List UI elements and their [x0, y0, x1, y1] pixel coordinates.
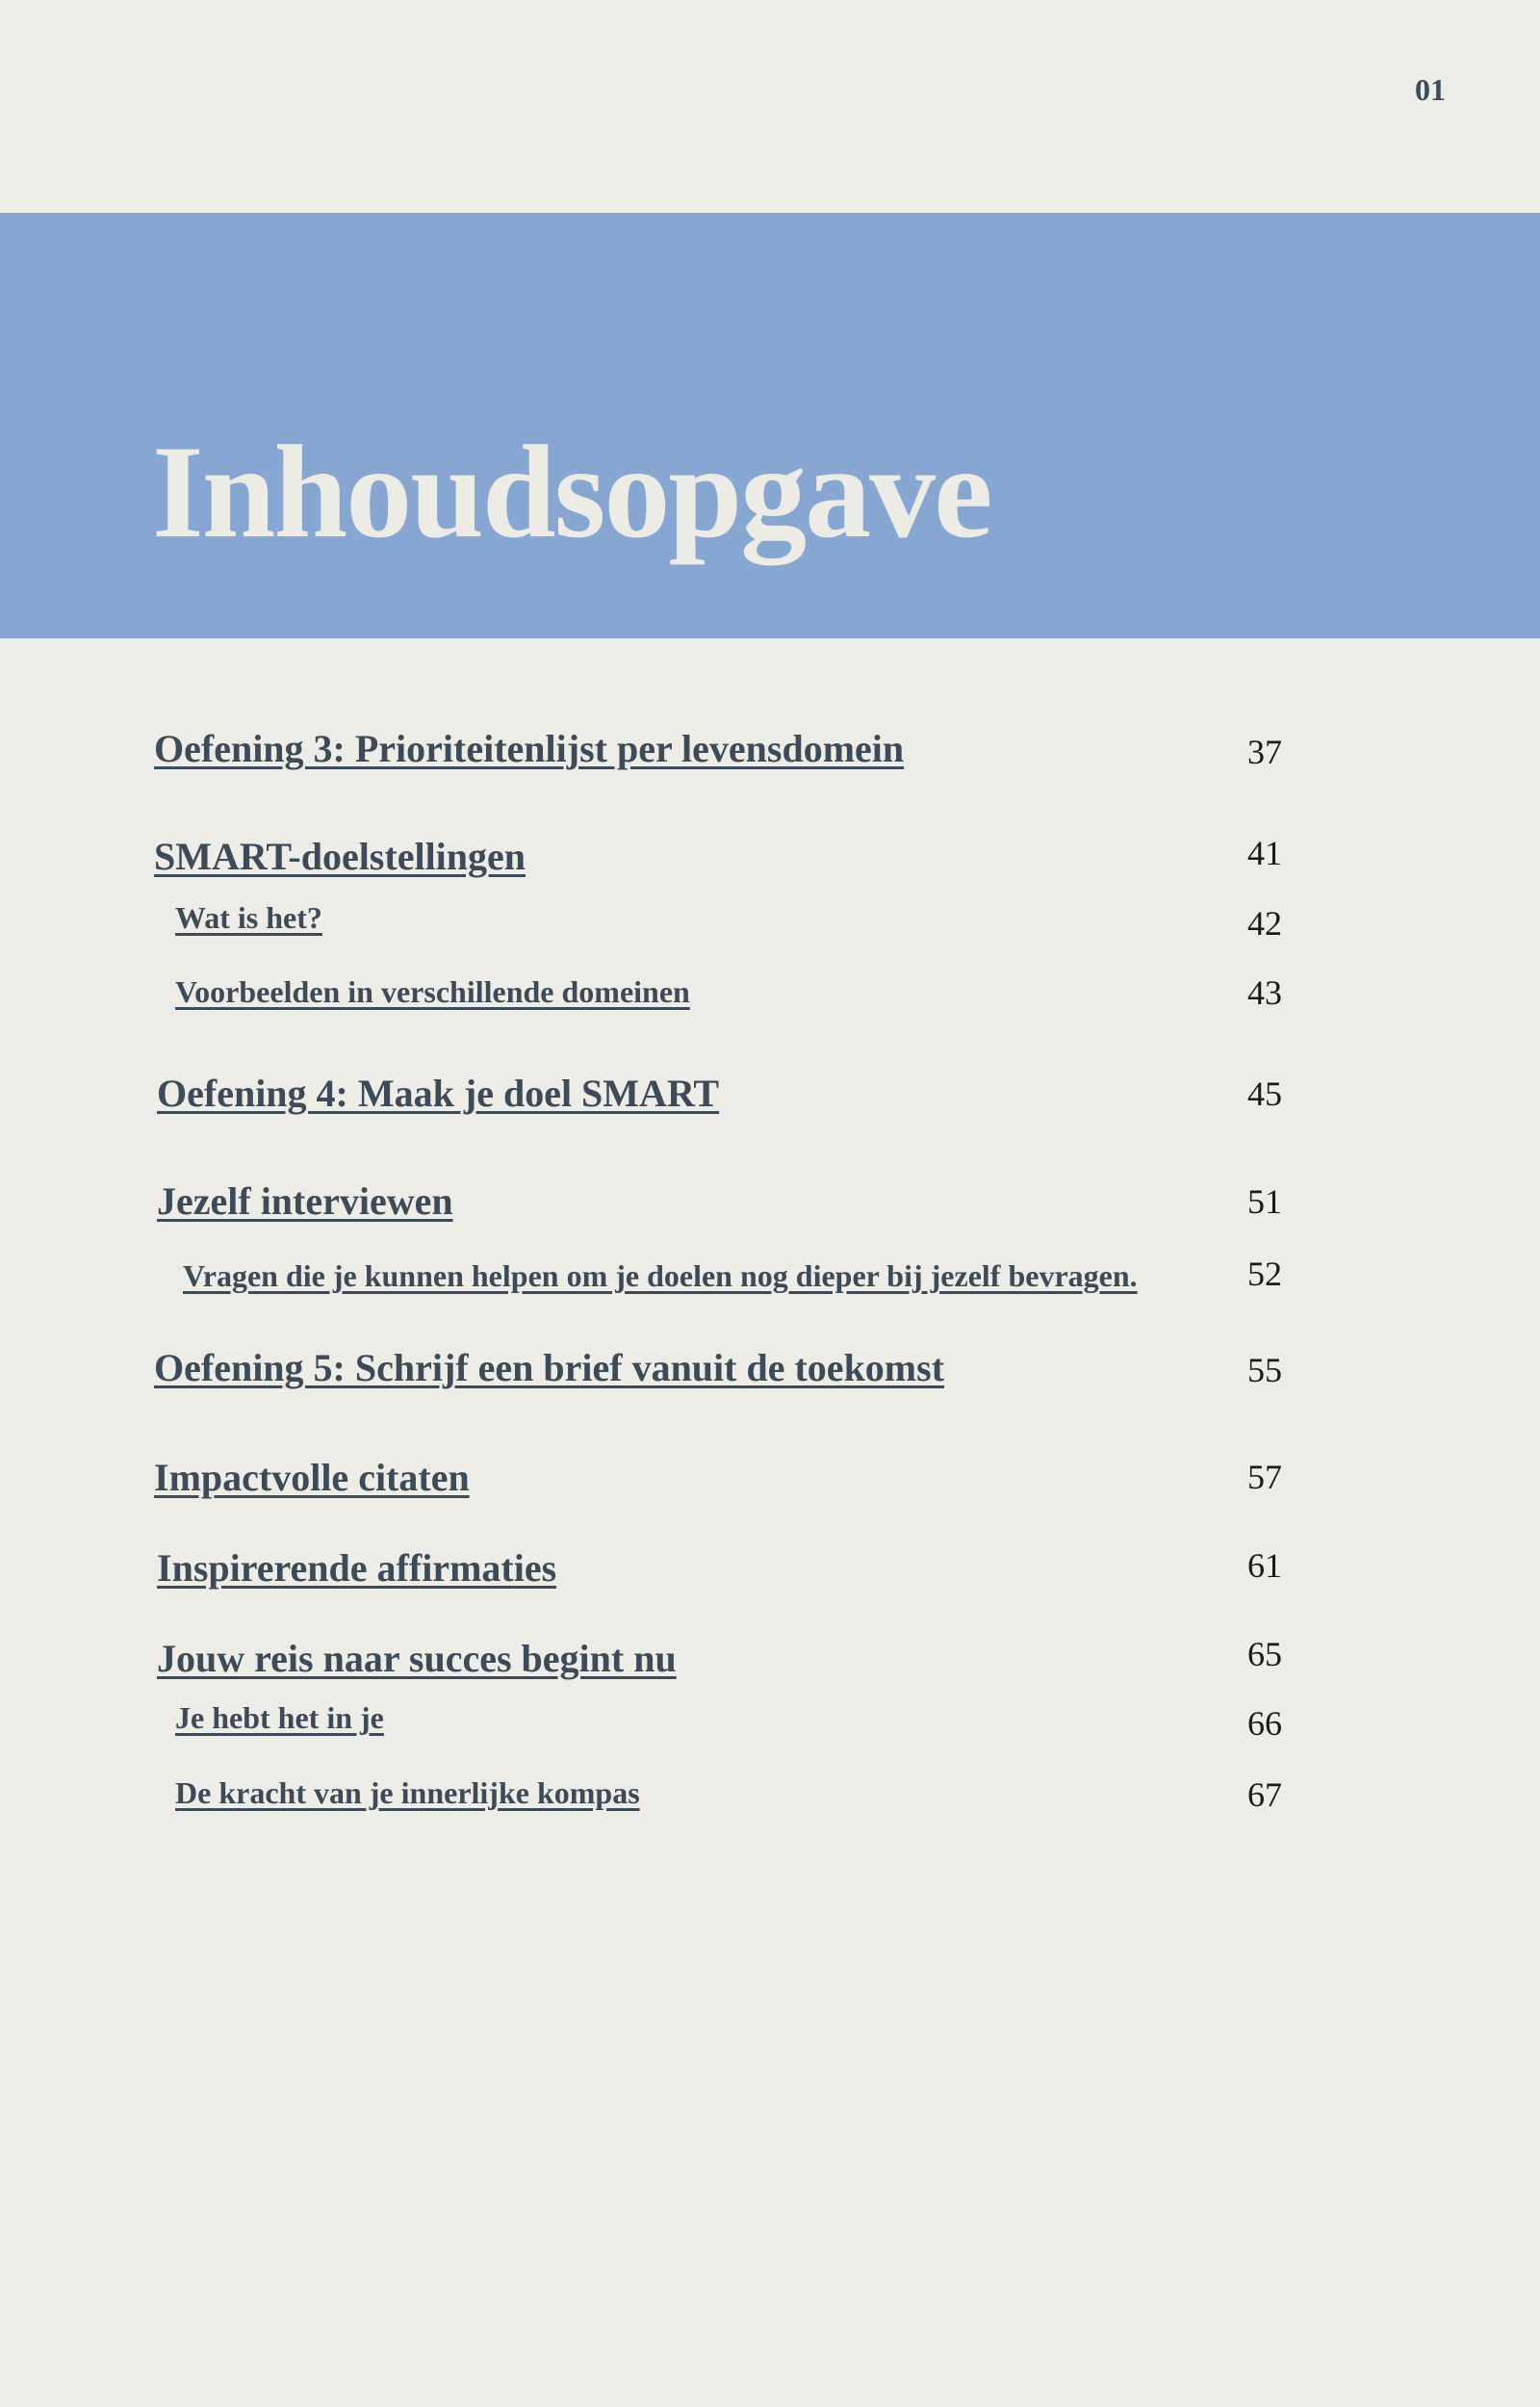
toc-page-number: 51: [1247, 1182, 1282, 1221]
toc-page-number: 65: [1247, 1635, 1282, 1673]
toc-page-number: 43: [1247, 973, 1282, 1012]
toc-page-number: 57: [1247, 1458, 1282, 1496]
toc-page-number: 66: [1247, 1704, 1282, 1743]
toc-link-voorbeelden[interactable]: Voorbeelden in verschillende domeinen: [175, 974, 690, 1009]
toc-page-number: 52: [1247, 1255, 1282, 1293]
toc-link-jezelf-interviewen[interactable]: Jezelf interviewen: [157, 1179, 453, 1223]
toc-link-innerlijke-kompas[interactable]: De kracht van je innerlijke kompas: [175, 1775, 640, 1810]
page-title: Inhoudsopgave: [152, 418, 991, 565]
toc-link-oefening-5[interactable]: Oefening 5: Schrijf een brief vanuit de toekomst: [154, 1346, 945, 1389]
toc-link-oefening-4[interactable]: Oefening 4: Maak je doel SMART: [157, 1072, 720, 1115]
page-number: 01: [1415, 72, 1446, 107]
toc-link-oefening-3[interactable]: Oefening 3: Prioriteitenlijst per levensdomein: [154, 727, 905, 770]
toc-link-wat-is-het[interactable]: Wat is het?: [175, 900, 322, 935]
toc-link-smart-doelstellingen[interactable]: SMART-doelstellingen: [154, 835, 526, 878]
toc-page-number: 55: [1247, 1351, 1282, 1389]
toc-link-inspirerende-affirmaties[interactable]: Inspirerende affirmaties: [157, 1546, 557, 1590]
toc-page-number: 42: [1247, 904, 1282, 943]
toc-page-number: 37: [1247, 733, 1282, 771]
toc-page-number: 45: [1247, 1074, 1282, 1113]
toc-page-number: 67: [1247, 1775, 1282, 1814]
toc-page-number: 41: [1247, 834, 1282, 872]
toc-link-jouw-reis[interactable]: Jouw reis naar succes begint nu: [157, 1637, 677, 1680]
toc-link-impactvolle-citaten[interactable]: Impactvolle citaten: [154, 1456, 470, 1499]
toc-link-je-hebt-het-in-je[interactable]: Je hebt het in je: [175, 1700, 384, 1735]
toc-page-number: 61: [1247, 1546, 1282, 1585]
toc-link-vragen[interactable]: Vragen die je kunnen helpen om je doelen nog dieper bij jezelf bevragen.: [183, 1258, 1138, 1293]
